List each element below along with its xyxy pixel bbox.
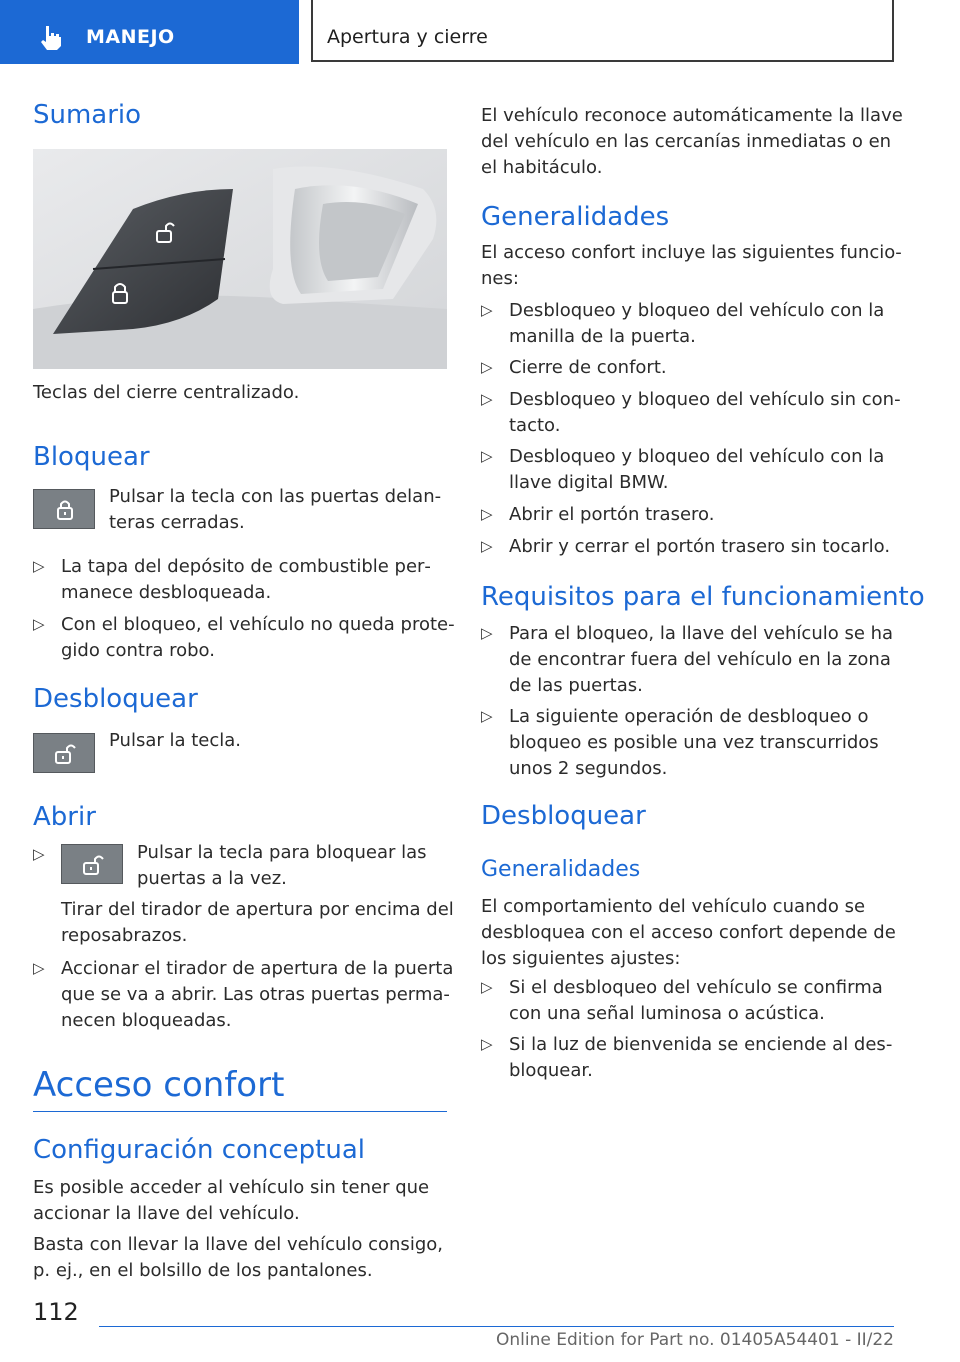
list-item: llave digital BMW. (509, 472, 669, 493)
list-item: Cierre de confort. (509, 357, 667, 378)
bullet-icon: ▷ (33, 845, 45, 863)
chapter-title: Apertura y cierre (327, 26, 488, 48)
paragraph-line: El vehículo reconoce automáticamente la llave (481, 105, 903, 126)
list-item: Desbloqueo y bloqueo del vehículo con la (509, 300, 885, 321)
bullet-icon: ▷ (481, 707, 493, 725)
bullet-icon: ▷ (33, 615, 45, 633)
list-item: Accionar el tirador de apertura de la puerta (61, 958, 454, 979)
paragraph-line: nes: (481, 268, 519, 289)
list-item: necen bloqueadas. (61, 1010, 232, 1031)
list-item: Si el desbloqueo del vehículo se confirma (509, 977, 883, 998)
desbloquear-text: Pulsar la tecla. (109, 730, 242, 751)
list-item: La tapa del depósito de combustible per‐ (61, 556, 431, 577)
heading-rule (33, 1111, 447, 1112)
bullet-icon: ▷ (481, 537, 493, 555)
paragraph-line: p. ej., en el bolsillo de los pantalones. (33, 1260, 373, 1281)
section-label: MANEJO (86, 26, 175, 48)
bullet-icon: ▷ (33, 959, 45, 977)
paragraph-line: accionar la llave del vehículo. (33, 1203, 300, 1224)
footer-text: Online Edition for Part no. 01405A54401 - II/22 (495, 1330, 894, 1350)
lock-key-image (33, 489, 95, 529)
acceso-confort-heading: Acceso confort (33, 1065, 285, 1105)
list-item: Con el bloqueo, el vehículo no queda prote‐ (61, 614, 455, 635)
list-item: que se va a abrir. Las otras puertas perma‐ (61, 984, 450, 1005)
bullet-icon: ▷ (481, 505, 493, 523)
list-item: tacto. (509, 415, 561, 436)
list-item: de encontrar fuera del vehículo en la zona (509, 649, 891, 670)
list-item: manilla de la puerta. (509, 326, 696, 347)
list-item: puertas a la vez. (137, 868, 287, 889)
bullet-icon: ▷ (481, 301, 493, 319)
list-item: reposabrazos. (61, 925, 188, 946)
list-item: Abrir el portón trasero. (509, 504, 715, 525)
lock-icon (53, 499, 77, 521)
list-item: unos 2 segundos. (509, 758, 668, 779)
bloquear-text-line1: Pulsar la tecla con las puertas delan‐ (109, 486, 442, 507)
paragraph-line: El comportamiento del vehículo cuando se (481, 896, 866, 917)
bullet-icon: ▷ (481, 624, 493, 642)
sumario-heading: Sumario (33, 100, 142, 130)
abrir-heading: Abrir (33, 802, 96, 832)
paragraph-line: desbloquea con el acceso confort depende de (481, 922, 896, 943)
list-item: bloquear. (509, 1060, 593, 1081)
paragraph-line: El acceso confort incluye las siguientes funcio‐ (481, 242, 902, 263)
config-heading: Configuración conceptual (33, 1135, 365, 1165)
section-tab (0, 0, 299, 64)
list-item: Desbloqueo y bloqueo del vehículo sin con‐ (509, 389, 901, 410)
chapter-header (311, 0, 894, 62)
list-item: Pulsar la tecla para bloquear las (137, 842, 427, 863)
page-number: 112 (33, 1298, 79, 1326)
paragraph-line: Es posible acceder al vehículo sin tener que (33, 1177, 430, 1198)
bullet-icon: ▷ (481, 978, 493, 996)
list-item: manece desbloqueada. (61, 582, 272, 603)
list-item: Desbloqueo y bloqueo del vehículo con la (509, 446, 885, 467)
image-caption: Teclas del cierre centralizado. (33, 382, 300, 403)
bloquear-text-line2: teras cerradas. (109, 512, 245, 533)
generalidades-subheading: Generalidades (481, 857, 641, 882)
paragraph-line: los siguientes ajustes: (481, 948, 681, 969)
list-item: gido contra robo. (61, 640, 215, 661)
bullet-icon: ▷ (481, 390, 493, 408)
desbloquear-heading: Desbloquear (33, 684, 198, 714)
list-item: La siguiente operación de desbloqueo o (509, 706, 869, 727)
bullet-icon: ▷ (33, 557, 45, 575)
bloquear-heading: Bloquear (33, 442, 150, 472)
unlock-key-image (61, 844, 123, 884)
desbloquear-right-heading: Desbloquear (481, 801, 646, 831)
list-item: Si la luz de bienvenida se enciende al des‐ (509, 1034, 893, 1055)
unlock-icon (53, 743, 77, 765)
bullet-icon: ▷ (481, 447, 493, 465)
paragraph-line: Basta con llevar la llave del vehículo consigo, (33, 1234, 443, 1255)
bullet-icon: ▷ (481, 1035, 493, 1053)
generalidades-heading: Generalidades (481, 202, 670, 232)
bullet-icon: ▷ (481, 358, 493, 376)
paragraph-line: el habitáculo. (481, 157, 603, 178)
list-item: de las puertas. (509, 675, 643, 696)
requisitos-heading: Requisitos para el funcionamiento (481, 582, 925, 612)
list-item: con una señal luminosa o acústica. (509, 1003, 825, 1024)
unlock-key-image (33, 733, 95, 773)
list-item: Para el bloqueo, la llave del vehículo se ha (509, 623, 894, 644)
paragraph-line: del vehículo en las cercanías inmediatas o en (481, 131, 892, 152)
unlock-icon (81, 854, 105, 876)
door-handle-photo (33, 149, 447, 369)
list-item: Abrir y cerrar el portón trasero sin tocarlo. (509, 536, 891, 557)
list-item: bloqueo es posible una vez transcurridos (509, 732, 879, 753)
hand-pointer-icon (38, 24, 64, 52)
list-item: Tirar del tirador de apertura por encima del (61, 899, 454, 920)
footer-rule (99, 1326, 894, 1327)
